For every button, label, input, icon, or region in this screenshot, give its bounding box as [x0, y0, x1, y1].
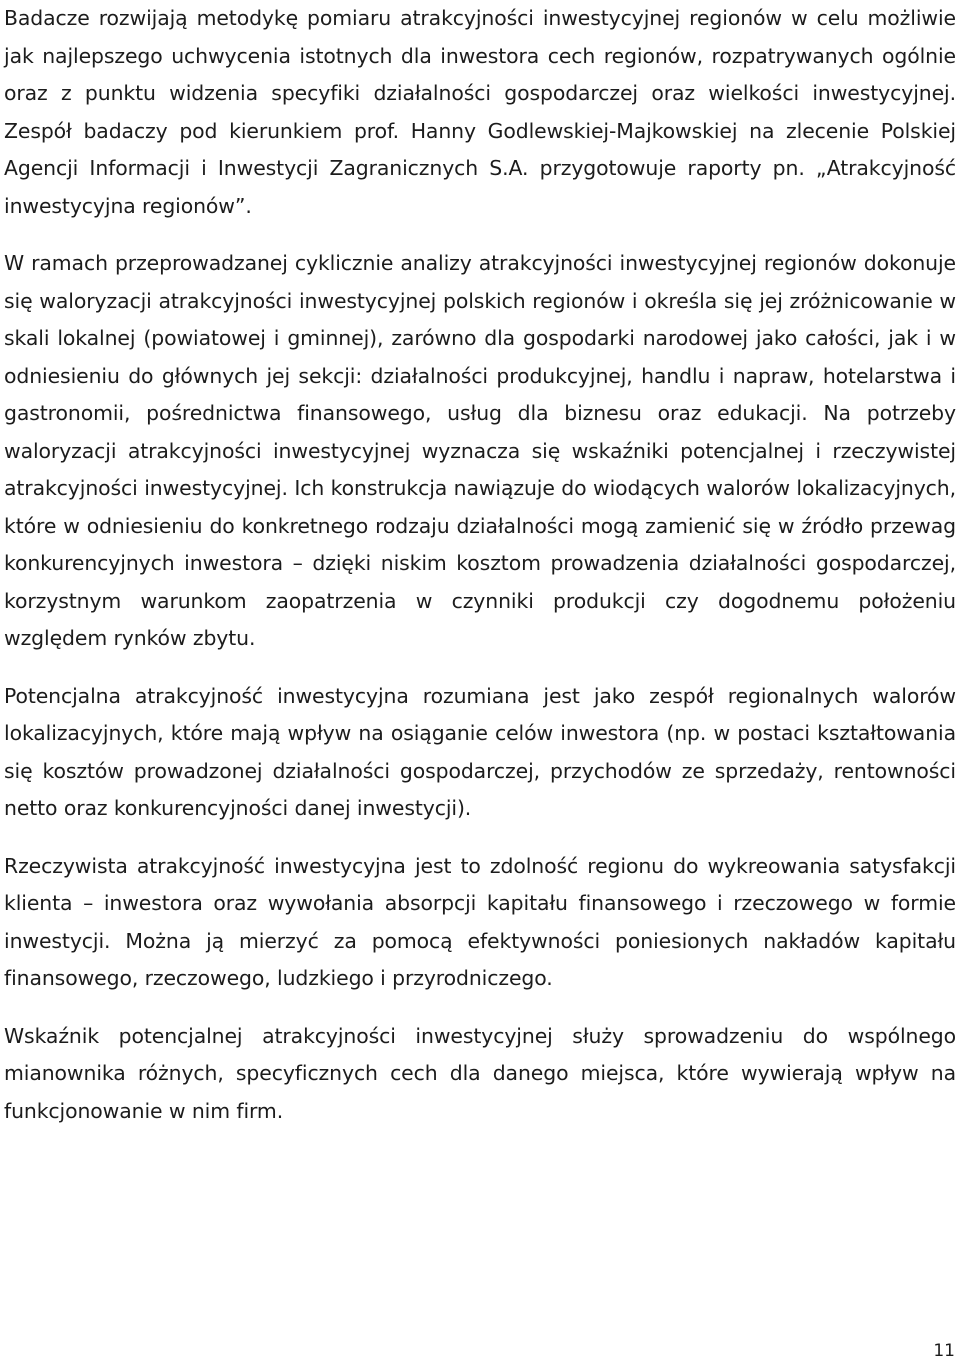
paragraph-research-methodology: Badacze rozwijają metodykę pomiaru atrakcyjności inwestycyjnej regionów w celu możliwie jak najlepszego uchwycenia istotnych dla inwestora cech regionów, rozpatrywanych ogólnie oraz z punktu widzenia specyfiki działalności gospodarczej oraz wielkości inwestycyjnej. Zespół badaczy pod kierunkiem prof. Hanny Godlewskiej-Majkowskiej na zlecenie Polskiej Agencji Informacji i Inwestycji Zagranicznych S.A. przygotowuje raporty pn. „Atrakcyjność inwestycyjna regionów”. — [4, 6, 956, 218]
document-page — [4, 0, 956, 1130]
paragraph-actual-attractiveness: Rzeczywista atrakcyjność inwestycyjna jest to zdolność regionu do wykreowania satysfakcji klienta – inwestora oraz wywołania absorpcji kapitału finansowego i rzeczowego w formie inwestycji. Można ją mierzyć za pomocą efektywności poniesionych nakładów kapitału finansowego, rzeczowego, ludzkiego i przyrodniczego. — [4, 853, 956, 990]
paragraph-potential-attractiveness: Potencjalna atrakcyjność inwestycyjna rozumiana jest jako zespół regionalnych walorów lokalizacyjnych, które mają wpływ na osiąganie celów inwestora (np. w postaci kształtowania się kosztów prowadzonej działalności gospodarczej, przychodów ze sprzedaży, rentowności netto oraz konkurencyjności danej inwestycji). — [4, 683, 956, 820]
paragraph-potential-index: Wskaźnik potencjalnej atrakcyjności inwestycyjnej służy sprowadzeniu do wspólnego mianownika różnych, specyficznych cech dla danego miejsca, które wywierają wpływ na funkcjonowanie w nim firm. — [4, 1023, 956, 1123]
paragraph-analysis-scope: W ramach przeprowadzanej cyklicznie analizy atrakcyjności inwestycyjnej regionów dokonuje się waloryzacji atrakcyjności inwestycyjnej polskich regionów i określa się jej zróżnicowanie w skali lokalnej (powiatowej i gminnej), zarówno dla gospodarki narodowej jako całości, jak i w odniesieniu do głównych jej sekcji: działalności produkcyjnej, handlu i napraw, hotelarstwa i gastronomii, pośrednictwa finansowego, usług dla biznesu oraz edukacji. Na potrzeby waloryzacji atrakcyjności inwestycyjnej wyznacza się wskaźniki potencjalnej i rzeczywistej atrakcyjności inwestycyjnej. Ich konstrukcja nawiązuje do wiodących walorów lokalizacyjnych, które w odniesieniu do konkretnego rodzaju działalności mogą zamienić się w źródło przewag konkurencyjnych inwestora – dzięki niskim kosztom prowadzenia działalności gospodarczej, korzystnym warunkom zaopatrzenia w czynniki produkcji czy dogodnemu położeniu względem rynków zbytu. — [4, 251, 956, 650]
page-number: 11 — [933, 1341, 955, 1361]
